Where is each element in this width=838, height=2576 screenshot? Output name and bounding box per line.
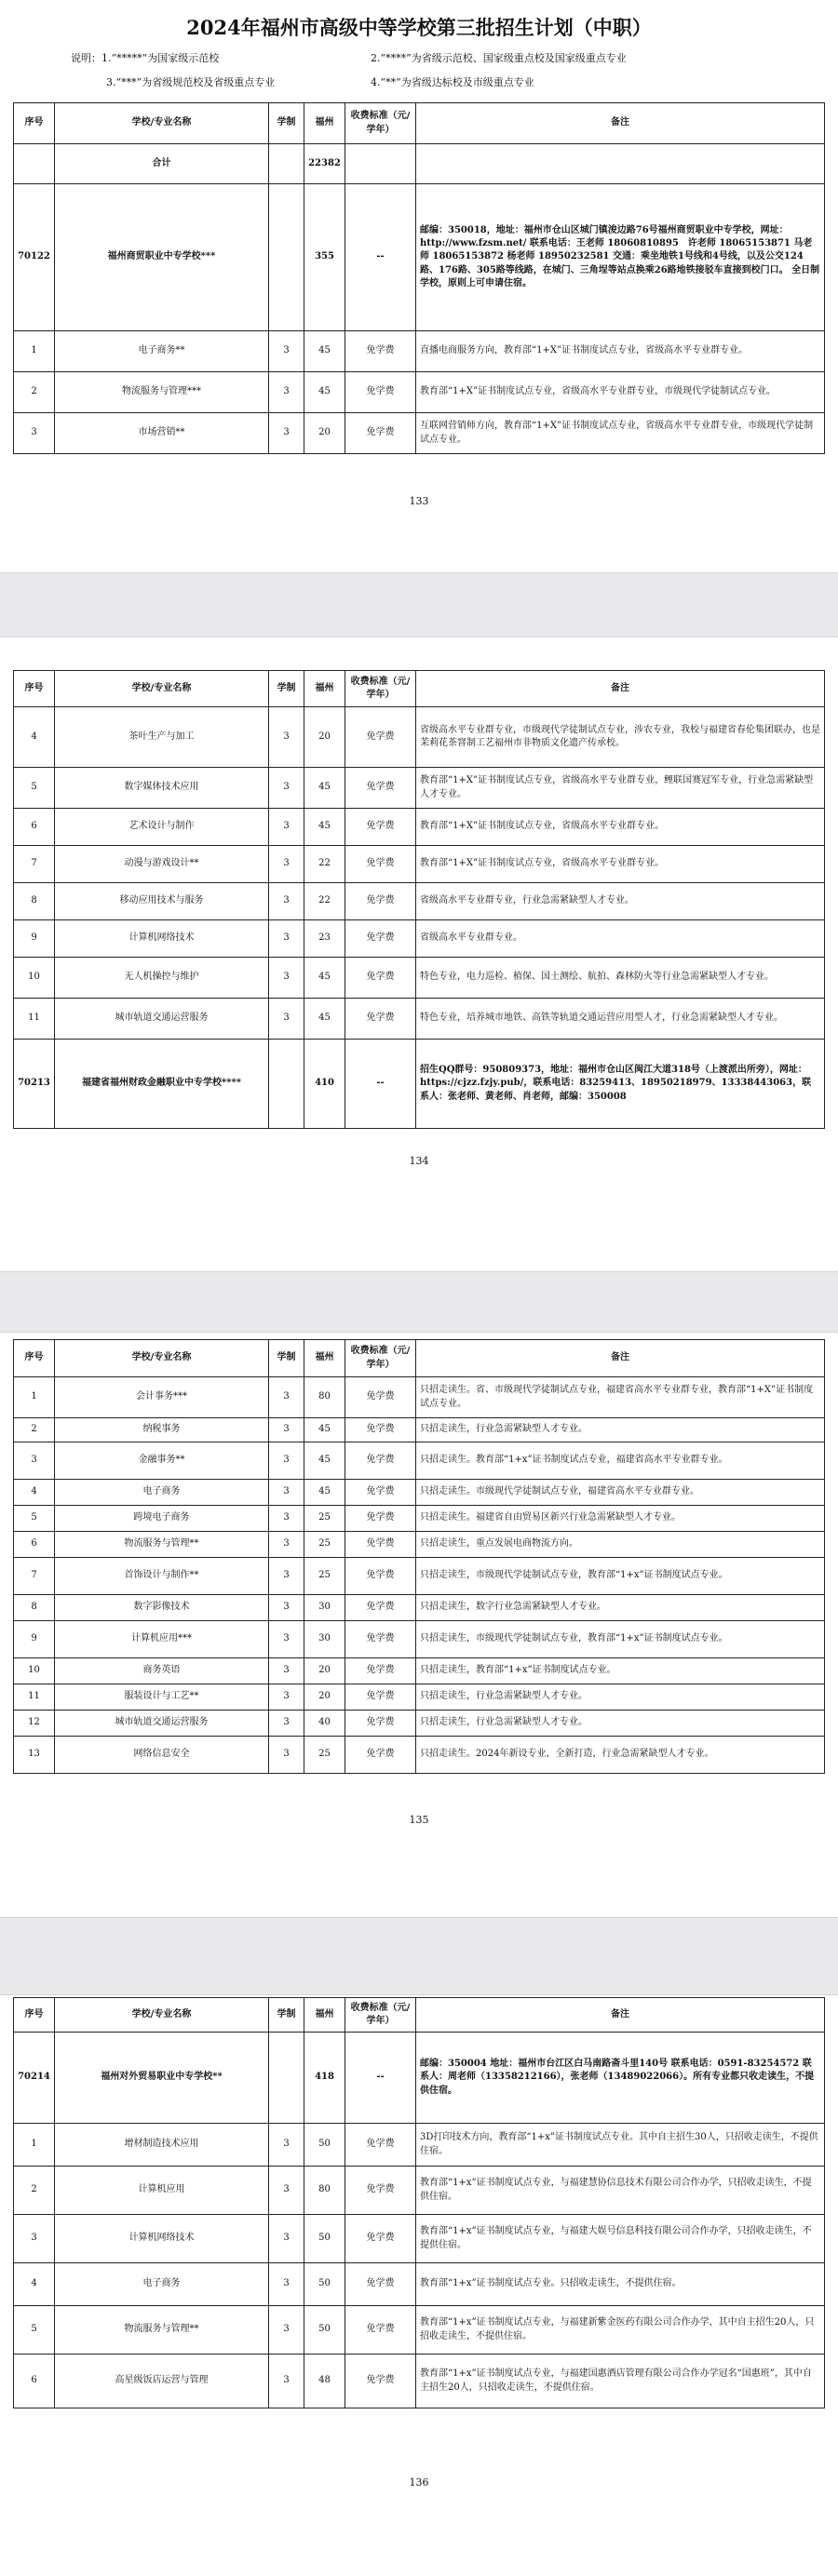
row-remark: 教育部“1+X”证书制度试点专业，省级高水平专业群专业，市级现代学徒制试点专业。 <box>416 372 825 413</box>
legend-note-3: 3.“***”为省级规范校及省级重点专业 <box>106 76 276 88</box>
school-code: 70122 <box>14 184 55 331</box>
table-row <box>14 2215 825 2263</box>
row-remark: 只招走读生，行业急需紧缺型人才专业。 <box>416 1418 825 1442</box>
legend-note-1: 说明：1.“*****”为国家级示范校 <box>71 52 220 64</box>
table-row <box>14 707 825 768</box>
row-no: 2 <box>14 2167 55 2215</box>
school-row <box>14 1040 825 1129</box>
row-count: 23 <box>304 920 345 958</box>
row-count: 45 <box>304 958 345 999</box>
row-remark: 3D打印技术方向，教育部“1+x”证书制度试点专业。其中自主招生30人，只招收走读生，不提供住宿。 <box>416 2124 825 2167</box>
row-remark: 教育部“1+X”证书制度试点专业，省级高水平专业群专业。 <box>416 809 825 846</box>
table-row <box>14 958 825 999</box>
row-years: 3 <box>269 1595 304 1621</box>
table-row <box>14 920 825 958</box>
row-name: 移动应用技术与服务 <box>55 883 269 920</box>
header-count: 福州 <box>304 1340 345 1377</box>
table-row <box>14 2263 825 2306</box>
row-fee: 免学费 <box>345 1558 416 1595</box>
row-name: 电子商务** <box>55 331 269 372</box>
table-row <box>14 372 825 413</box>
row-count: 45 <box>304 1418 345 1442</box>
school-row <box>14 184 825 331</box>
row-remark: 只招走读生，市级现代学徒制试点专业，教育部“1+x”证书制度试点专业。 <box>416 1558 825 1595</box>
header-years: 学制 <box>269 1998 304 2033</box>
row-count: 20 <box>304 1684 345 1711</box>
table-row <box>14 1711 825 1737</box>
row-no: 3 <box>14 413 55 454</box>
row-no: 12 <box>14 1711 55 1737</box>
row-remark: 只招走读生，数字行业急需紧缺型人才专业。 <box>416 1595 825 1621</box>
row-no: 3 <box>14 2215 55 2263</box>
row-remark: 教育部“1+X”证书制度试点专业，省级高水平专业群专业，鲤联国赛冠军专业，行业急需紧缺型人才专业。 <box>416 768 825 809</box>
row-fee: 免学费 <box>345 846 416 883</box>
row-remark: 只招走读生。2024年新设专业，全新打造，行业急需紧缺型人才专业。 <box>416 1737 825 1774</box>
row-count: 22 <box>304 883 345 920</box>
row-name: 艺术设计与制作 <box>55 809 269 846</box>
row-name: 跨境电子商务 <box>55 1506 269 1532</box>
row-no: 6 <box>14 2355 55 2408</box>
page-1 <box>0 0 838 572</box>
row-count: 20 <box>304 707 345 768</box>
row-years: 3 <box>269 846 304 883</box>
row-fee: 免学费 <box>345 2306 416 2355</box>
table-page-3 <box>13 1339 825 1774</box>
header-fee: 收费标准（元/学年） <box>345 103 416 144</box>
header-name: 学校/专业名称 <box>55 1998 269 2033</box>
row-name: 增材制造技术应用 <box>55 2124 269 2167</box>
row-name: 首饰设计与制作** <box>55 1558 269 1595</box>
row-fee: 免学费 <box>345 1684 416 1711</box>
header-fee: 收费标准（元/学年） <box>345 1998 416 2033</box>
row-count: 50 <box>304 2124 345 2167</box>
page-3 <box>0 1333 838 1917</box>
row-count: 45 <box>304 372 345 413</box>
row-fee: 免学费 <box>345 1377 416 1418</box>
school-fee: -- <box>345 184 416 331</box>
row-name: 高星级饭店运营与管理 <box>55 2355 269 2408</box>
table-row <box>14 768 825 809</box>
row-fee: 免学费 <box>345 1737 416 1774</box>
row-fee: 免学费 <box>345 372 416 413</box>
row-fee: 免学费 <box>345 707 416 768</box>
row-no: 4 <box>14 2263 55 2306</box>
row-years: 3 <box>269 372 304 413</box>
row-name: 市场营销** <box>55 413 269 454</box>
row-fee: 免学费 <box>345 958 416 999</box>
table-row <box>14 1595 825 1621</box>
table-row <box>14 2355 825 2408</box>
row-years: 3 <box>269 413 304 454</box>
row-count: 50 <box>304 2215 345 2263</box>
school-fee: -- <box>345 2033 416 2124</box>
row-years: 3 <box>269 2215 304 2263</box>
table-row <box>14 2167 825 2215</box>
row-fee: 免学费 <box>345 920 416 958</box>
row-count: 50 <box>304 2263 345 2306</box>
row-years: 3 <box>269 809 304 846</box>
row-count: 40 <box>304 1711 345 1737</box>
row-fee: 免学费 <box>345 1532 416 1558</box>
row-count: 25 <box>304 1506 345 1532</box>
row-count: 80 <box>304 2167 345 2215</box>
row-no: 13 <box>14 1737 55 1774</box>
row-years: 3 <box>269 2355 304 2408</box>
header-no: 序号 <box>14 1998 55 2033</box>
header-remark: 备注 <box>416 671 825 707</box>
row-years: 3 <box>269 2167 304 2215</box>
school-count: 410 <box>304 1040 345 1129</box>
table-header-row <box>14 1998 825 2033</box>
row-years: 3 <box>269 958 304 999</box>
row-remark: 只招走读生，市级现代学徒制试点专业，教育部“1+x”证书制度试点专业。 <box>416 1621 825 1658</box>
table-row <box>14 1377 825 1418</box>
row-no: 11 <box>14 1684 55 1711</box>
row-fee: 免学费 <box>345 1506 416 1532</box>
school-remark: 邮编：350018，地址：福州市仓山区城门镇浚边路76号福州商贸职业中专学校，网址：http://www.fzsm.net/ 联系电话：王老师 18060810895 许老师 18065153871 马老师 18065153872 杨老师 18950232581 交通：乘坐地铁1号线和4号线，以及公交124路、176路、305路等线路，在城门、三角埕等站点换乘26路地铁接驳车直接到校门口。 全日制学校，原则上可申请住宿。 <box>416 184 825 331</box>
row-fee: 免学费 <box>345 2124 416 2167</box>
row-years: 3 <box>269 883 304 920</box>
row-name: 计算机应用*** <box>55 1621 269 1658</box>
row-years: 3 <box>269 1737 304 1774</box>
row-remark: 省级高水平专业群专业，行业急需紧缺型人才专业。 <box>416 883 825 920</box>
row-years: 3 <box>269 920 304 958</box>
row-years: 3 <box>269 1558 304 1595</box>
document-title: 2024年福州市高级中等学校第三批招生计划（中职） <box>186 16 652 39</box>
table-row <box>14 883 825 920</box>
row-years: 3 <box>269 1532 304 1558</box>
header-years: 学制 <box>269 1340 304 1377</box>
row-fee: 免学费 <box>345 999 416 1040</box>
row-name: 计算机网络技术 <box>55 2215 269 2263</box>
row-no: 6 <box>14 809 55 846</box>
header-count: 福州 <box>304 671 345 707</box>
row-no: 10 <box>14 1658 55 1684</box>
row-count: 45 <box>304 809 345 846</box>
row-fee: 免学费 <box>345 2167 416 2215</box>
row-remark: 只招走读生，重点发展电商物流方向。 <box>416 1532 825 1558</box>
table-row <box>14 413 825 454</box>
row-no: 10 <box>14 958 55 999</box>
table-header-row <box>14 1340 825 1377</box>
school-remark: 邮编：350004 地址：福州市台江区白马南路斋斗里140号 联系电话：0591-83254572 联系人：周老师（13358212166），张老师（13489022066）。所有专业都只收走读生，不提供住宿。 <box>416 2033 825 2124</box>
header-remark: 备注 <box>416 1998 825 2033</box>
row-years: 3 <box>269 331 304 372</box>
row-no: 1 <box>14 331 55 372</box>
page-2 <box>0 637 838 1271</box>
row-remark: 教育部“1+x”证书制度试点专业，与福建国惠酒店管理有限公司合作办学冠名“国惠班”，其中自主招生20人，只招收走读生，不提供住宿。 <box>416 2355 825 2408</box>
row-years: 3 <box>269 1621 304 1658</box>
table-row <box>14 1480 825 1506</box>
table-row <box>14 1558 825 1595</box>
total-label: 合计 <box>55 144 269 184</box>
header-name: 学校/专业名称 <box>55 1340 269 1377</box>
table-row <box>14 846 825 883</box>
school-name: 福州商贸职业中专学校*** <box>55 184 269 331</box>
row-remark: 只招走读生。教育部“1+x”证书制度试点专业，福建省高水平专业群专业。 <box>416 1442 825 1480</box>
school-count: 418 <box>304 2033 345 2124</box>
row-name: 数字影像技术 <box>55 1595 269 1621</box>
row-remark: 只招走读生。福建省自由贸易区新兴行业急需紧缺型人才专业。 <box>416 1506 825 1532</box>
table-row <box>14 1658 825 1684</box>
row-years: 3 <box>269 1480 304 1506</box>
row-name: 网络信息安全 <box>55 1737 269 1774</box>
page-number: 134 <box>409 1155 429 1167</box>
row-count: 30 <box>304 1595 345 1621</box>
header-fee: 收费标准（元/学年） <box>345 671 416 707</box>
row-name: 物流服务与管理** <box>55 2306 269 2355</box>
row-remark: 只招走读生，行业急需紧缺型人才专业。 <box>416 1711 825 1737</box>
row-name: 电子商务 <box>55 1480 269 1506</box>
row-remark: 只招走读生。市级现代学徒制试点专业，福建省高水平专业群专业。 <box>416 1480 825 1506</box>
row-no: 5 <box>14 2306 55 2355</box>
row-fee: 免学费 <box>345 2215 416 2263</box>
table-page-2 <box>13 670 825 1129</box>
row-remark: 教育部“1+x”证书制度试点专业，与福建新紫金医药有限公司合作办学，其中自主招生20人，只招收走读生，不提供住宿。 <box>416 2306 825 2355</box>
row-remark: 只招走读生。省、市级现代学徒制试点专业，福建省高水平专业群专业，教育部“1+X”证书制度试点专业。 <box>416 1377 825 1418</box>
table-header-row <box>14 103 825 144</box>
row-count: 20 <box>304 413 345 454</box>
row-remark: 只招走读生，行业急需紧缺型人才专业。 <box>416 1684 825 1711</box>
legend-note-4: 4.“**”为省级达标校及市级重点专业 <box>371 76 534 88</box>
row-years: 3 <box>269 1418 304 1442</box>
row-fee: 免学费 <box>345 883 416 920</box>
school-row <box>14 2033 825 2124</box>
row-remark: 特色专业，电力巡检、植保、国土测绘、航拍、森林防火等行业急需紧缺型人才专业。 <box>416 958 825 999</box>
row-name: 物流服务与管理*** <box>55 372 269 413</box>
header-remark: 备注 <box>416 103 825 144</box>
header-fee: 收费标准（元/学年） <box>345 1340 416 1377</box>
page-number: 136 <box>409 2476 429 2489</box>
table-row <box>14 1418 825 1442</box>
school-code: 70213 <box>14 1040 55 1129</box>
header-count: 福州 <box>304 1998 345 2033</box>
row-remark: 教育部“1+X”证书制度试点专业，省级高水平专业群专业。 <box>416 846 825 883</box>
row-remark: 教育部“1+x”证书制度试点专业，与福建大娱号信息科技有限公司合作办学，只招收走读生，不提供住宿。 <box>416 2215 825 2263</box>
header-no: 序号 <box>14 671 55 707</box>
school-count: 355 <box>304 184 345 331</box>
row-count: 48 <box>304 2355 345 2408</box>
row-name: 电子商务 <box>55 2263 269 2306</box>
row-name: 城市轨道交通运营服务 <box>55 1711 269 1737</box>
row-years: 3 <box>269 1506 304 1532</box>
table-row <box>14 809 825 846</box>
header-count: 福州 <box>304 103 345 144</box>
row-fee: 免学费 <box>345 2263 416 2306</box>
row-fee: 免学费 <box>345 1711 416 1737</box>
school-code: 70214 <box>14 2033 55 2124</box>
table-row <box>14 1684 825 1711</box>
row-fee: 免学费 <box>345 1442 416 1480</box>
table-row <box>14 331 825 372</box>
row-fee: 免学费 <box>345 1480 416 1506</box>
row-remark: 省级高水平专业群专业。 <box>416 920 825 958</box>
row-fee: 免学费 <box>345 768 416 809</box>
row-no: 9 <box>14 920 55 958</box>
header-name: 学校/专业名称 <box>55 103 269 144</box>
table-row <box>14 2306 825 2355</box>
header-remark: 备注 <box>416 1340 825 1377</box>
table-row <box>14 1532 825 1558</box>
table-row <box>14 999 825 1040</box>
row-name: 服装设计与工艺** <box>55 1684 269 1711</box>
row-remark: 直播电商服务方向，教育部“1+X”证书制度试点专业，省级高水平专业群专业。 <box>416 331 825 372</box>
row-years: 3 <box>269 1442 304 1480</box>
row-years: 3 <box>269 707 304 768</box>
row-name: 商务英语 <box>55 1658 269 1684</box>
row-count: 25 <box>304 1558 345 1595</box>
row-name: 无人机操控与维护 <box>55 958 269 999</box>
row-name: 纳税事务 <box>55 1418 269 1442</box>
row-remark: 省级高水平专业群专业，市级现代学徒制试点专业，涉农专业，我校与福建省春伦集团联办，也是茉莉花茶窨制工艺福州市非物质文化遗产传承校。 <box>416 707 825 768</box>
row-count: 30 <box>304 1621 345 1658</box>
table-page-1 <box>13 102 825 454</box>
row-no: 8 <box>14 883 55 920</box>
row-fee: 免学费 <box>345 1658 416 1684</box>
row-name: 动漫与游戏设计** <box>55 846 269 883</box>
row-count: 22 <box>304 846 345 883</box>
header-years: 学制 <box>269 671 304 707</box>
row-years: 3 <box>269 1658 304 1684</box>
school-fee: -- <box>345 1040 416 1129</box>
table-row <box>14 1621 825 1658</box>
row-years: 3 <box>269 999 304 1040</box>
row-name: 计算机应用 <box>55 2167 269 2215</box>
header-name: 学校/专业名称 <box>55 671 269 707</box>
total-row <box>14 144 825 184</box>
row-name: 数字媒体技术应用 <box>55 768 269 809</box>
row-no: 11 <box>14 999 55 1040</box>
row-fee: 免学费 <box>345 809 416 846</box>
row-no: 6 <box>14 1532 55 1558</box>
row-count: 20 <box>304 1658 345 1684</box>
row-no: 5 <box>14 768 55 809</box>
row-years: 3 <box>269 2306 304 2355</box>
legend-note-2: 2.“****”为省级示范校、国家级重点校及国家级重点专业 <box>371 52 627 64</box>
row-no: 7 <box>14 846 55 883</box>
row-name: 金融事务** <box>55 1442 269 1480</box>
row-remark: 教育部“1+x”证书制度试点专业。只招收走读生，不提供住宿。 <box>416 2263 825 2306</box>
page-4 <box>0 1995 838 2576</box>
row-remark: 特色专业，培养城市地铁、高铁等轨道交通运营应用型人才，行业急需紧缺型人才专业。 <box>416 999 825 1040</box>
school-name: 福建省福州财政金融职业中专学校**** <box>55 1040 269 1129</box>
row-fee: 免学费 <box>345 1621 416 1658</box>
row-years: 3 <box>269 2124 304 2167</box>
row-count: 45 <box>304 999 345 1040</box>
row-no: 4 <box>14 1480 55 1506</box>
row-count: 45 <box>304 1442 345 1480</box>
row-count: 25 <box>304 1737 345 1774</box>
row-years: 3 <box>269 768 304 809</box>
header-no: 序号 <box>14 1340 55 1377</box>
row-no: 3 <box>14 1442 55 1480</box>
row-remark: 教育部“1+x”证书制度试点专业，与福建慧协信息技术有限公司合作办学，只招收走读生，不提供住宿。 <box>416 2167 825 2215</box>
row-count: 45 <box>304 768 345 809</box>
row-fee: 免学费 <box>345 413 416 454</box>
row-count: 80 <box>304 1377 345 1418</box>
table-row <box>14 1506 825 1532</box>
row-count: 45 <box>304 1480 345 1506</box>
school-remark: 招生QQ群号：950809373，地址：福州市仓山区闽江大道318号（上渡派出所旁），网址：https://cjzz.fzjy.pub/，联系电话：83259413、18950218979、13338443063，联系人：张老师、黄老师、肖老师，邮编：350008 <box>416 1040 825 1129</box>
header-no: 序号 <box>14 103 55 144</box>
row-no: 5 <box>14 1506 55 1532</box>
row-remark: 互联网营销师方向，教育部“1+X”证书制度试点专业，省级高水平专业群专业，市级现代学徒制试点专业。 <box>416 413 825 454</box>
row-name: 会计事务*** <box>55 1377 269 1418</box>
table-row <box>14 1737 825 1774</box>
page-separator <box>0 1917 838 1995</box>
row-no: 1 <box>14 1377 55 1418</box>
row-name: 茶叶生产与加工 <box>55 707 269 768</box>
row-count: 25 <box>304 1532 345 1558</box>
page-separator <box>0 1271 838 1333</box>
header-years: 学制 <box>269 103 304 144</box>
row-no: 2 <box>14 372 55 413</box>
row-name: 城市轨道交通运营服务 <box>55 999 269 1040</box>
row-count: 50 <box>304 2306 345 2355</box>
row-no: 2 <box>14 1418 55 1442</box>
row-no: 7 <box>14 1558 55 1595</box>
row-no: 8 <box>14 1595 55 1621</box>
table-page-4 <box>13 1997 825 2408</box>
table-header-row <box>14 671 825 707</box>
row-fee: 免学费 <box>345 1418 416 1442</box>
row-name: 计算机网络技术 <box>55 920 269 958</box>
row-fee: 免学费 <box>345 1595 416 1621</box>
row-name: 物流服务与管理** <box>55 1532 269 1558</box>
row-fee: 免学费 <box>345 331 416 372</box>
school-name: 福州对外贸易职业中专学校** <box>55 2033 269 2124</box>
row-years: 3 <box>269 1684 304 1711</box>
row-fee: 免学费 <box>345 2355 416 2408</box>
row-remark: 只招走读生，教育部“1+x”证书制度试点专业。 <box>416 1658 825 1684</box>
row-years: 3 <box>269 1377 304 1418</box>
page-number: 133 <box>409 495 429 507</box>
row-no: 9 <box>14 1621 55 1658</box>
row-no: 1 <box>14 2124 55 2167</box>
row-count: 45 <box>304 331 345 372</box>
page-separator <box>0 572 838 637</box>
row-no: 4 <box>14 707 55 768</box>
row-years: 3 <box>269 1711 304 1737</box>
row-years: 3 <box>269 2263 304 2306</box>
page-number: 135 <box>409 1814 429 1826</box>
table-row <box>14 1442 825 1480</box>
total-count: 22382 <box>304 144 345 184</box>
table-row <box>14 2124 825 2167</box>
